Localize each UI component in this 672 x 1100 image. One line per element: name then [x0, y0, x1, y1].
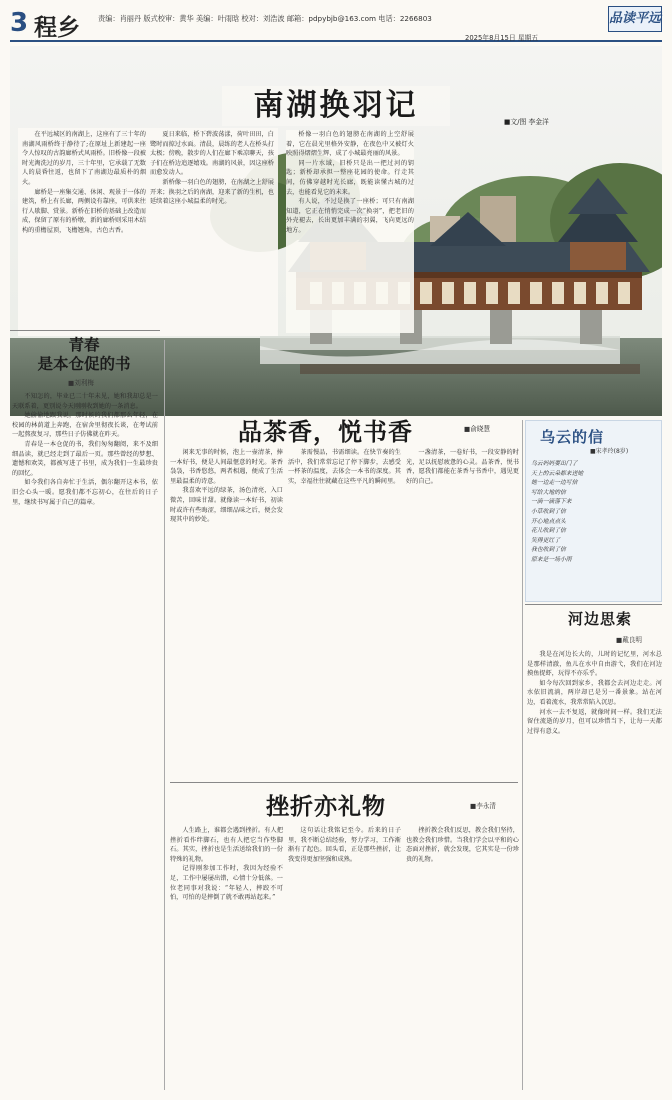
section-name: 程乡: [34, 15, 80, 41]
tea-article-col1: [170, 448, 283, 780]
tea-paragraph: 茶需慢品，书需细读。在快节奏的生活中，我们常常忘记了停下脚步，去感受一杯茶的温度，去体会一本书的深度。其实，幸福往往就藏在这些平凡的瞬间里。: [288, 449, 401, 485]
editor-credits: 责编：肖丽丹 版式校审：黄华 美编：叶雨晗 校对：刘浩波 邮箱：pdpybjb@163.com 电话：2266803: [98, 14, 432, 23]
setback-paragraph: 这句话让我铭记至今。后来的日子里，我不断总结经验，努力学习，工作渐渐有了起色。回头看，正是那些挫折，让我变得更加坚强和成熟。: [288, 827, 401, 863]
poem-line: 花儿收到了信: [531, 528, 566, 535]
poem-line: 笑得更红了: [531, 537, 560, 544]
youth-paragraph: 如今我们各自奔忙于生活，偶尔翻开这本书，依旧会心头一暖。愿我们都不忘初心，在往后的日子里，继续书写属于自己的篇章。: [12, 479, 158, 506]
poem-line: 她一边走一边写信: [531, 480, 578, 487]
cloud-headline: 乌云的信: [540, 428, 605, 446]
riverside-headline: 河边思索: [568, 610, 633, 628]
hero-paragraph: 在平远城区的南湖上，这座有了三十年的南湖风雨桥终于静待了;在原址上新建起一座令人惊叹的古韵廊桥式风雨桥。旧桥像一段被时光淘洗过的岁月，三十年里，它承载了无数人的晨昏往返，也留下了南湖边最质朴的烟火。: [22, 131, 146, 186]
hero-headline: 南湖换羽记: [222, 86, 450, 126]
divider: [170, 782, 518, 783]
hero-paragraph: 夏日来临，桥下碧波荡漾，荷叶田田，白鹭时而掠过水面。清晨，晨练的老人在桥头打太极；傍晚，散步的人们在廊下乘凉聊天，孩子们在桥边追逐嬉戏。南湖的风景，因这座桥而愈发动人。: [150, 131, 274, 177]
paper-logo: 品读平远: [608, 6, 662, 32]
tea-paragraph: 一盏清茶，一卷好书，一段安静的时光，足以抚慰疲惫的心灵。品茶香，悦书香，愿我们都能在茶香与书香中，遇见更好的自己。: [406, 449, 519, 485]
poem-line: 小草收到了信: [531, 508, 566, 515]
tea-article-col2: [288, 448, 401, 780]
page-number: 3: [10, 8, 29, 38]
setback-paragraph: 挫折教会我们反思，教会我们坚持，也教会我们珍惜。当我们学会以平和的心态面对挫折，就会发现，它其实是一份珍贵的礼物。: [406, 827, 519, 863]
poem-line: 乌云妈妈要出门了: [531, 461, 578, 467]
youth-headline-line1: 青春: [68, 336, 100, 354]
youth-paragraph: 青春是一本仓促的书，我们匆匆翻阅，来不及细细品读，就已经走到了最后一页。那些曾经的梦想、遗憾和欢笑，都被写进了书里，成为我们一生最珍贵的回忆。: [12, 440, 158, 477]
riverside-paragraph: 河水一去不复返，就像时间一样。我们无法留住流逝的岁月，但可以珍惜当下，让每一天都过得有意义。: [527, 708, 662, 735]
cloud-byline: ■宋孝玲(8岁): [590, 448, 629, 455]
setback-paragraph: 记得刚参加工作时，我因为经验不足，工作中屡屡出错，心情十分低落。一位老同事对我说：“年轻人，摔跤不可怕，可怕的是摔倒了就不敢再站起来。”: [170, 865, 283, 902]
cloud-poem: [531, 460, 658, 566]
poem-line: 开心地点点头: [531, 518, 566, 525]
hero-article-col3: [286, 130, 414, 333]
poem-line: 我也收到了信: [531, 547, 566, 554]
poem-line: 一滴一滴落下来: [531, 499, 572, 506]
column-divider: [164, 340, 165, 1090]
hero-byline: ■文/图 李金洋: [504, 118, 549, 126]
setback-paragraph: 人生路上，谁都会遇到挫折。有人把挫折看作绊脚石，也有人把它当作垫脚石。其实，挫折也是生活送给我们的一份特殊的礼物。: [170, 827, 283, 863]
riverside-article: [527, 650, 662, 1092]
poem-line: 原来是一场小雨: [531, 556, 572, 563]
hero-paragraph: 廊桥是一座集交通、休闲、观景于一体的建筑，桥上有长廊，两侧设有靠座，可供来往行人歇脚、赏景。新桥在旧桥的基础上改造而成，保留了原有的桥墩，新的廊桥则采用木结构的重檐屋顶，飞檐翘角，古色古香。: [22, 188, 146, 234]
riverside-paragraph: 我是在河边长大的，儿时的记忆里，河水总是那样清澈，鱼儿在水中自由游弋，我们在河边摸鱼捉虾，玩得不亦乐乎。: [527, 651, 662, 678]
hero-paragraph: 有人说，不过是换了一座桥；可只有南湖知道，它正在悄悄完成一次“换羽”，把老旧的外壳褪去，长出更加丰满的羽翼，飞向更远的地方。: [286, 198, 414, 234]
setback-article-col3: [406, 826, 519, 1092]
tea-byline: ■俞晓慧: [464, 425, 491, 433]
setback-article-col2: [288, 826, 401, 1092]
poem-line: 写给大地的信: [531, 489, 566, 496]
hero-article-col1: [22, 130, 146, 333]
issue-date: 2025年8月15日 星期五: [465, 34, 539, 42]
hero-paragraph: 同一片水域，旧桥只是出一把过河的钥匙；新桥却承担一整座花园的使命。行走其间，仿佛穿越时光长廊，既能读懂古城的过去，也能看见它的未来。: [286, 159, 414, 196]
riverside-paragraph: 如今每次回到家乡，我都会去河边走走。河水依旧流淌，两岸却已是另一番景象。站在河边，看着流水，我常常陷入沉思。: [527, 679, 662, 706]
column-divider: [522, 420, 523, 1090]
youth-byline: ■刘利梅: [68, 379, 95, 387]
riverside-byline: ■戴良明: [616, 636, 643, 644]
youth-headline-line2: 是本仓促的书: [37, 355, 131, 373]
setback-article-col1: [170, 826, 283, 1092]
setback-byline: ■李永清: [470, 802, 497, 810]
youth-article: [12, 392, 158, 1092]
tea-article-col3: [406, 448, 519, 780]
youth-paragraph: 不知怎的，毕业已二十年未见，她和我却总是一天联系着，更别说今天刚刚收到她的一条消息。: [12, 393, 158, 410]
youth-paragraph: 她偷偷地跟我说，那时候的我们都那么年轻，在校园的林荫道上奔跑，在宿舍里彻夜长谈，在考试前一起熬夜复习，那些日子仿佛就在昨天。: [12, 412, 158, 439]
page-masthead: [10, 6, 662, 42]
tea-paragraph: 我喜欢平远的绿茶，汤色清亮，入口微苦，回味甘甜。就像读一本好书，初读时或许有些晦涩，细细品味之后，便会发现其中的妙处。: [170, 487, 283, 524]
hero-article-col2: [150, 130, 274, 333]
hero-paragraph: 桥像一羽白色的翅膀在南湖的上空舒展着，它在晨光里格外安静，在夜色中又被灯火映照得熠熠生辉，成了小城最亮丽的风景。: [286, 131, 414, 158]
hero-paragraph: 新桥像一羽白色的翅膀，在南湖之上舒展开来；换羽之后的南湖，迎来了新的生机，也延续着这座小城温柔的时光。: [150, 178, 274, 206]
setback-headline: 挫折亦礼物: [266, 794, 386, 820]
tea-paragraph: 闲来无事的时候，泡上一壶清茶，捧一本好书，便是人间最惬意的时光。茶香袅袅，书香悠悠，两者相遇，便成了生活里最温柔的诗意。: [170, 449, 283, 485]
poem-line: 天上的云朵都来送她: [531, 470, 584, 477]
youth-headline: [10, 336, 158, 374]
divider: [10, 330, 160, 331]
divider: [525, 604, 662, 605]
tea-headline: 品茶香，悦书香: [238, 418, 413, 446]
